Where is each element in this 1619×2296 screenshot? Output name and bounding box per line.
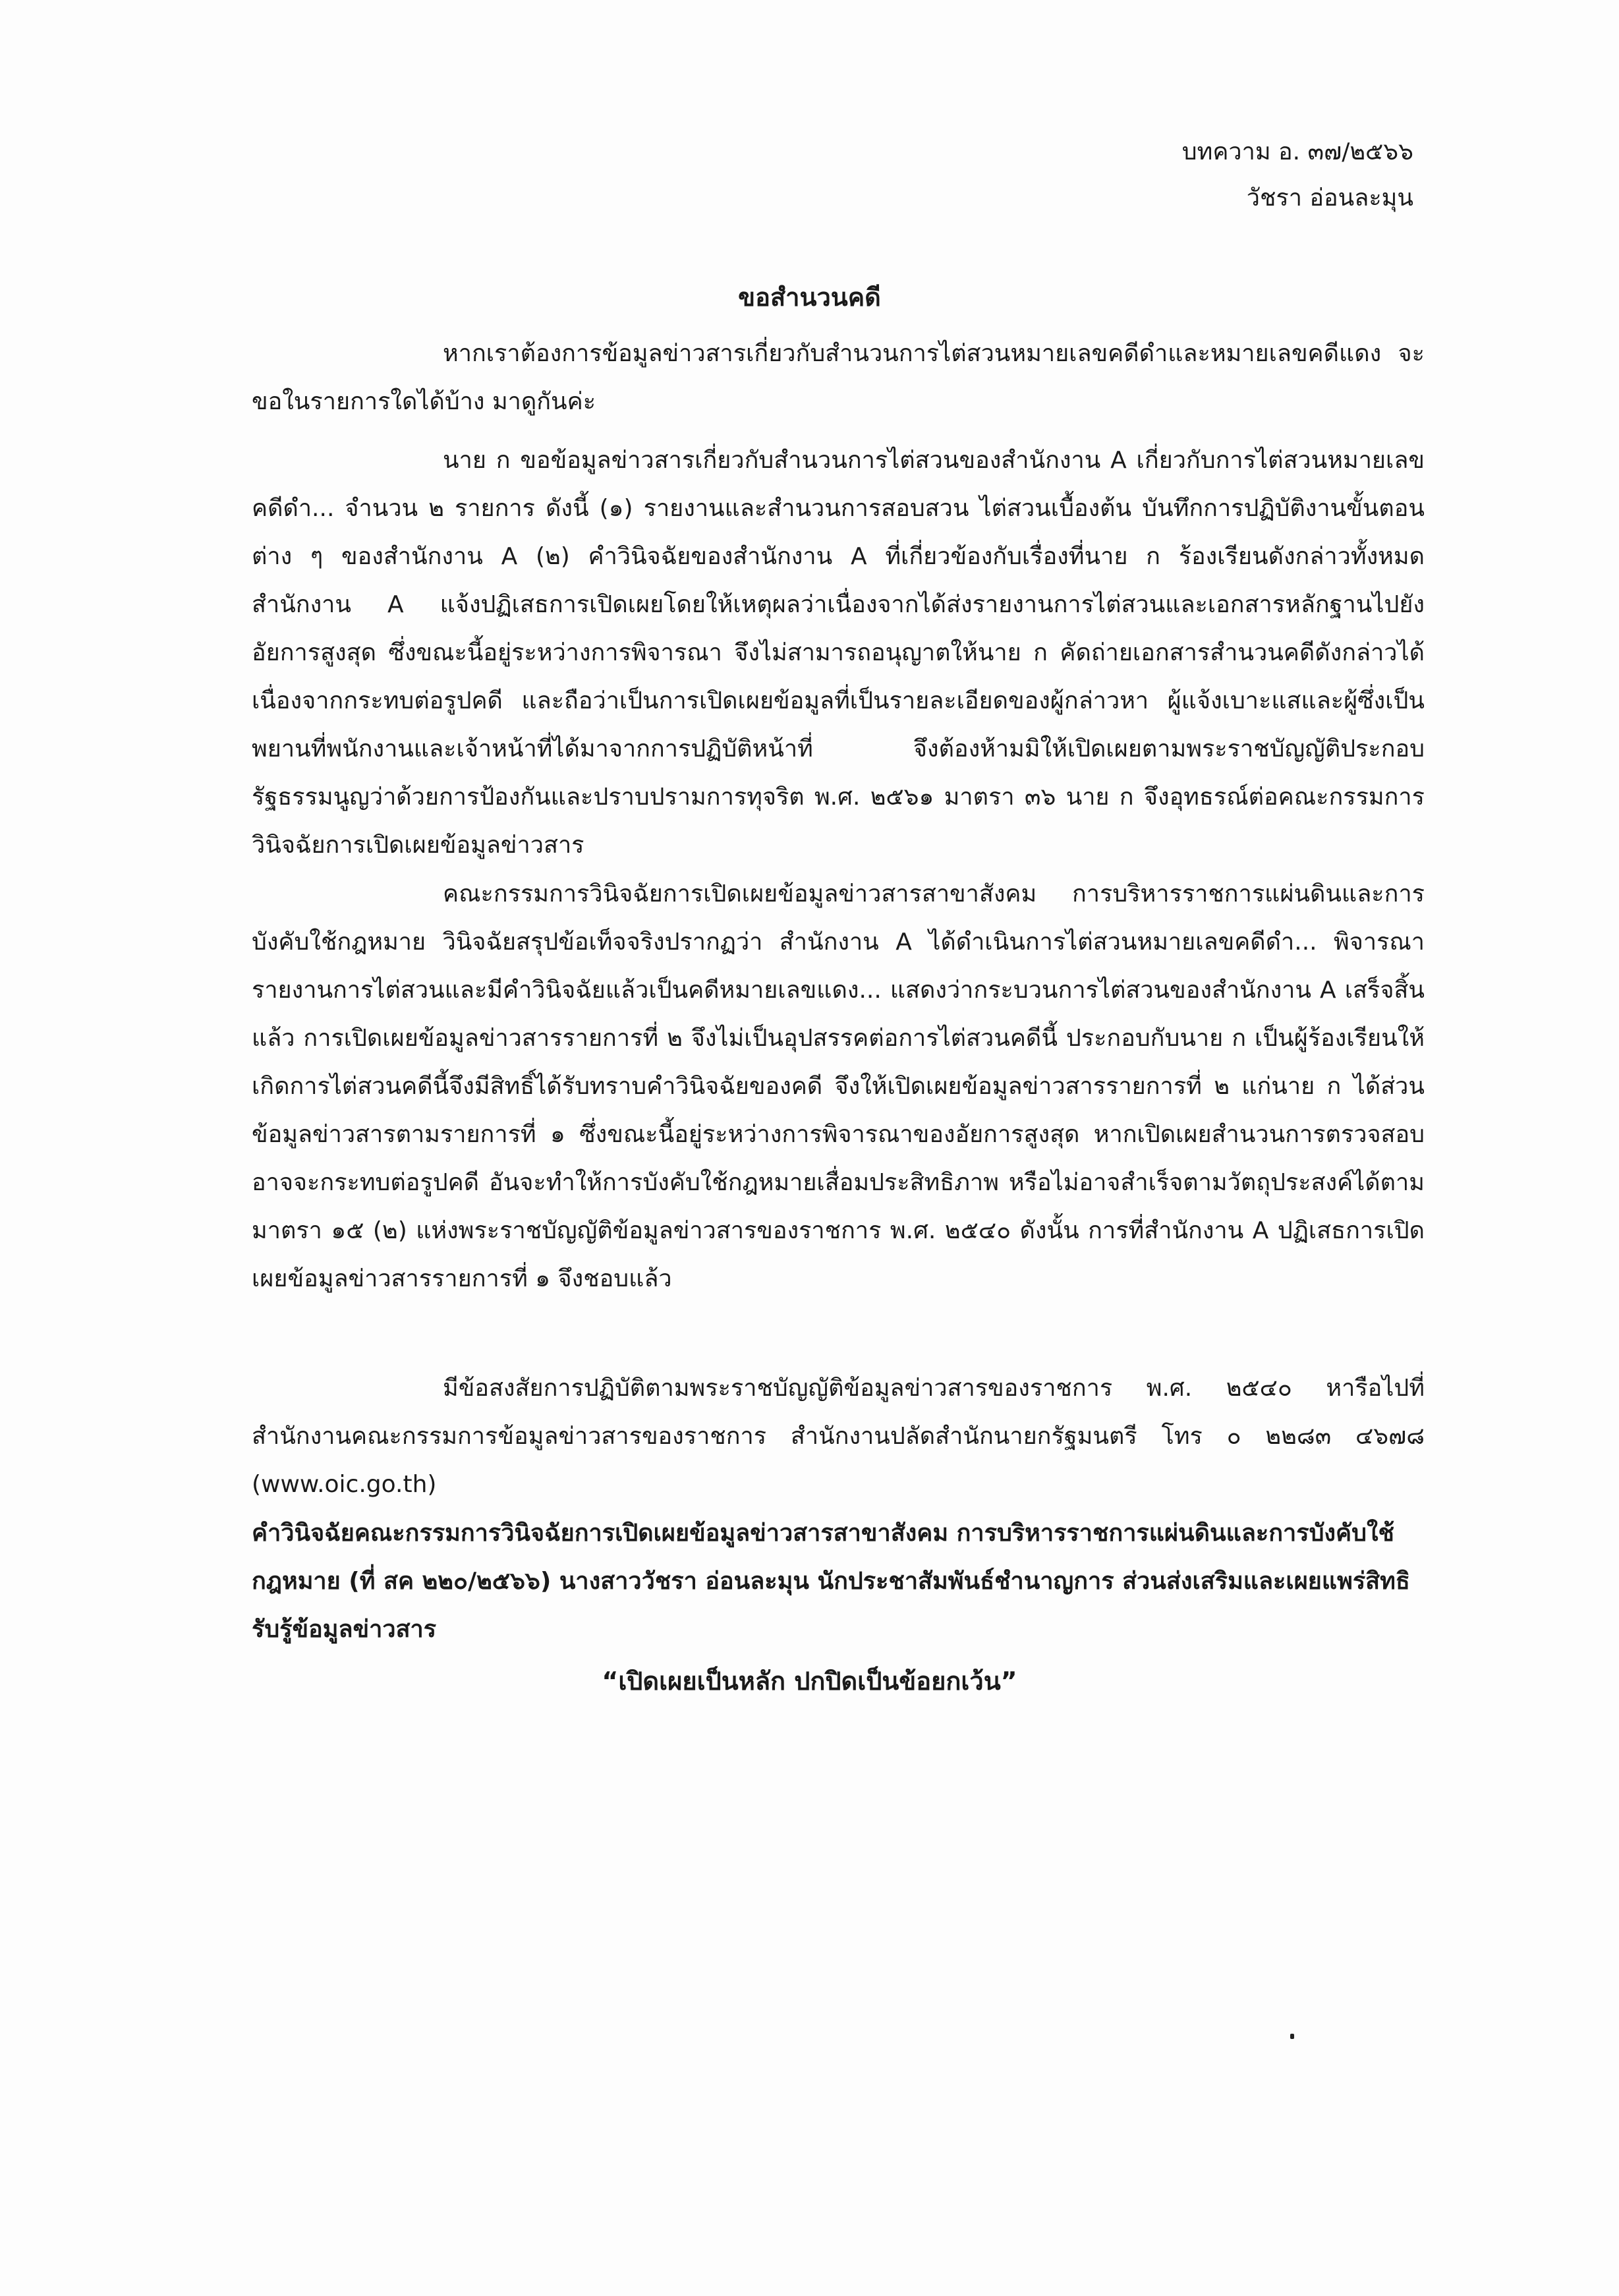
article-number: บทความ อ. ๓๗/๒๕๖๖ [1181, 138, 1413, 165]
document-header [1182, 129, 1413, 221]
paragraph-text: นาย ก ขอข้อมูลข่าวสารเกี่ยวกับสำนวนการไต่สวนของสำนักงาน A เกี่ยวกับการไต่สวนหมายเลขคดีดำ... จำนวน ๒ รายการ ดังนี้ (๑) รายงานและสำนวนการสอบสวน ไต่สวนเบื้องต้น บันทึกการปฏิบัติงานขั้นตอนต่าง ๆ ของสำนักงาน A (๒) คำวินิจฉัยของสำนักงาน A ที่เกี่ยวข้องกับเรื่องที่นาย ก ร้องเรียนดังกล่าวทั้งหมด สำนักงาน A แจ้งปฏิเสธการเปิดเผยโดยให้เหตุผลว่าเนื่องจากได้ส่งรายงานการไต่สวนและเอกสารหลักฐานไปยังอัยการสูงสุด ซึ่งขณะนี้อยู่ระหว่างการพิจารณา จึงไม่สามารถอนุญาตให้นาย ก คัดถ่ายเอกสารสำนวนคดีดังกล่าวได้เนื่องจากกระทบต่อรูปคดี และถือว่าเป็นการเปิดเผยข้อมูลที่เป็นรายละเอียดของผู้กล่าวหา ผู้แจ้งเบาะแสและผู้ซึ่งเป็นพยานที่พนักงานและเจ้าหน้าที่ได้มาจากการปฏิบัติหน้าที่ จึงต้องห้ามมิให้เปิดเผยตามพระราชบัญญัติประกอบรัฐธรรมนูญว่าด้วยการป้องกันและปราบปรามการทุจริต พ.ศ. ๒๕๖๑ มาตรา ๓๖ นาย ก จึงอุทธรณ์ต่อคณะกรรมการวินิจฉัยการเปิดเผยข้อมูลข่าวสาร [252, 447, 1425, 859]
paragraph-text: คณะกรรมการวินิจฉัยการเปิดเผยข้อมูลข่าวสารสาขาสังคม การบริหารราชการแผ่นดินและการบังคับใช้กฎหมาย วินิจฉัยสรุปข้อเท็จจริงปรากฏว่า สำนักงาน A ได้ดำเนินการไต่สวนหมายเลขคดีดำ... พิจารณารายงานการไต่สวนและมีคำวินิจฉัยแล้วเป็นคดีหมายเลขแดง... แสดงว่ากระบวนการไต่สวนของสำนักงาน A เสร็จสิ้นแล้ว การเปิดเผยข้อมูลข่าวสารรายการที่ ๒ จึงไม่เป็นอุปสรรคต่อการไต่สวนคดีนี้ ประกอบกับนาย ก เป็นผู้ร้องเรียนให้เกิดการไต่สวนคดีนี้จึงมีสิทธิ์ได้รับทราบคำวินิจฉัยของคดี จึงให้เปิดเผยข้อมูลข่าวสารรายการที่ ๒ แก่นาย ก ได้ส่วนข้อมูลข่าวสารตามรายการที่ ๑ ซึ่งขณะนี้อยู่ระหว่างการพิจารณาของอัยการสูงสุด หากเปิดเผยสำนวนการตรวจสอบอาจจะกระทบต่อรูปคดี อันจะทำให้การบังคับใช้กฎหมายเสื่อมประสิทธิภาพ หรือไม่อาจสำเร็จตามวัตถุประสงค์ได้ตามมาตรา ๑๕ (๒) แห่งพระราชบัญญัติข้อมูลข่าวสารของราชการ พ.ศ. ๒๕๔๐ ดังนั้น การที่สำนักงาน A ปฏิเสธการเปิดเผยข้อมูลข่าวสารรายการที่ ๑ จึงชอบแล้ว [252, 880, 1425, 1292]
intro-paragraph [252, 330, 1425, 426]
committee-decision-paragraph [252, 870, 1425, 1303]
scan-speck [1290, 2034, 1294, 2039]
decision-reference: คำวินิจฉัยคณะกรรมการวินิจฉัยการเปิดเผยข้อมูลข่าวสารสาขาสังคม การบริหารราชการแผ่นดินและการบังคับใช้กฎหมาย (ที่ สค ๒๒๐/๒๕๖๖) นางสาววัชรา อ่อนละมุน นักประชาสัมพันธ์ชำนาญการ ส่วนส่งเสริมและเผยแพร่สิทธิรับรู้ข้อมูลข่าวสาร [252, 1520, 1410, 1643]
paragraph-text: หากเราต้องการข้อมูลข่าวสารเกี่ยวกับสำนวนการไต่สวนหมายเลขคดีดำและหมายเลขคดีแดง จะขอในรายการใดได้บ้าง มาดูกันค่ะ [252, 340, 1425, 415]
paragraph-text: มีข้อสงสัยการปฏิบัติตามพระราชบัญญัติข้อมูลข่าวสารของราชการ พ.ศ. ๒๕๔๐ หารือไปที่ สำนักงานคณะกรรมการข้อมูลข่าวสารของราชการ สำนักงานปลัดสำนักนายกรัฐมนตรี โทร ๐ ๒๒๘๓ ๔๖๗๘ (www.oic.go.th) [252, 1375, 1425, 1498]
document-title: ขอสำนวนคดี [738, 283, 881, 312]
author-name: วัชรา อ่อนละมุน [1246, 185, 1413, 212]
motto: “เปิดเผยเป็นหลัก ปกปิดเป็นข้อยกเว้น” [602, 1667, 1017, 1696]
contact-paragraph [252, 1364, 1425, 1508]
case-facts-paragraph [252, 436, 1425, 869]
